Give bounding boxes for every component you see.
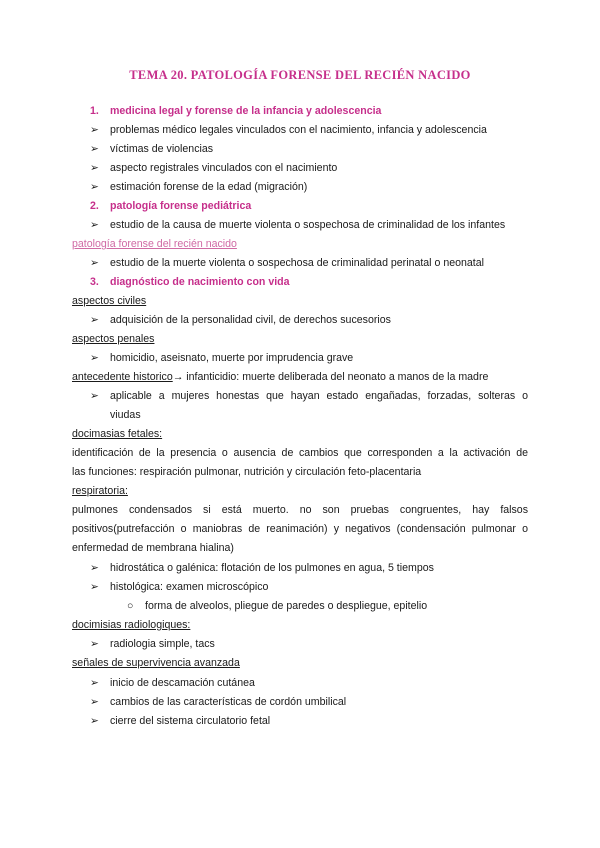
antecedente-label: antecedente historico xyxy=(72,371,173,383)
section-title: medicina legal y forense de la infancia y adolescencia xyxy=(110,105,382,117)
arrow-bullet-icon: ➢ xyxy=(90,638,99,650)
arrow-bullet-icon: ➢ xyxy=(90,257,99,269)
antecedente-line xyxy=(72,370,488,384)
arrow-bullet-icon: ➢ xyxy=(90,162,99,174)
respiratoria-line-1: pulmones condensados si está muerto. no son pruebas congruentes, hay falsos xyxy=(72,504,528,516)
arrow-bullet-icon: ➢ xyxy=(90,390,99,402)
respiratoria-label: respiratoria: xyxy=(72,485,128,497)
arrow-bullet-icon: ➢ xyxy=(90,181,99,193)
arrow-bullet-icon: ➢ xyxy=(90,677,99,689)
antecedente-item-line-2: viudas xyxy=(110,409,141,421)
aspectos-civiles-label: aspectos civiles xyxy=(72,295,147,307)
docimasias-line-1: identificación de la presencia o ausencia de cambios que corresponden a la activación de xyxy=(72,447,528,459)
section-title: patología forense pediátrica xyxy=(110,200,252,212)
docimasias-fetales-label: docimasias fetales: xyxy=(72,428,163,440)
circle-bullet-icon: ○ xyxy=(127,600,134,612)
section-number: 1. xyxy=(90,105,99,117)
section-number: 3. xyxy=(90,276,99,288)
respiratoria-line-3: enfermedad de membrana hialina) xyxy=(72,542,234,554)
arrow-bullet-icon: ➢ xyxy=(90,219,99,231)
docimasias-line-2: las funciones: respiración pulmonar, nutrición y circulación feto-placentaria xyxy=(72,466,422,478)
radiologiques-label: docimisias radiologiques: xyxy=(72,619,191,631)
arrow-bullet-icon: ➢ xyxy=(90,143,99,155)
antecedente-item-line-1: aplicable a mujeres honestas que hayan estado engañadas, forzadas, solteras o xyxy=(110,390,528,402)
section-number: 2. xyxy=(90,200,99,212)
antecedente-text: → infanticidio: muerte deliberada del neonato a manos de la madre xyxy=(172,371,489,383)
arrow-bullet-icon: ➢ xyxy=(90,696,99,708)
document-page: TEMA 20. PATOLOGÍA FORENSE DEL RECIÉN NACIDO 1. medicina legal y forense de la infancia y adolescencia ➢ problemas médico legales vinculados con el nacimiento, infancia y adolescencia ➢ víctimas de violencias ➢ aspecto registrales vinculados con el nacimiento ➢ estimación forense de la edad (migración) 2. patología forense pediátrica ➢ estudio de la causa de muerte violenta o sospechosa de criminalidad de los infantes patología forense del recién nacido ➢ estudio de la muerte violenta o sospechosa de criminalidad perinatal o neonatal 3. diagnóstico de nacimiento con vida aspectos civiles ➢ adquisición de la personalidad civil, de derechos sucesorios aspectos penales ➢ homicidio, aseisnato, muerte por imprudencia grave antecedente historico→ infanticidio: muerte deliberada del neonato a manos de la madre ➢ aplicable a mujeres honestas que hayan estado engañadas, forzadas, solteras o viudas docimasias fetales: identificación de la presencia o ausencia de cambios que corresponden a la activación de las funciones: respiración pulmonar, nutrición y circulación feto-placentaria respiratoria: pulmones condensados si está muerto. no son pruebas congruentes, hay falsos positivos(putrefacción o maniobras de reanimación) y negativos (condensación pulmonar o enfermedad de membrana hialina) ➢ hidrostática o galénica: flotación de los pulmones en agua, 5 tiempos ➢ histológica: examen microscópico ○ forma de alveolos, pliegue de paredes o despliegue, epitelio docimisias radiologiques: ➢ radiologia simple, tacs señales de supervivencia avanzada ➢ inicio de descamación cutánea ➢ cambios de las características de cordón umbilical ➢ cierre del sistema circulatorio fetal xyxy=(0,0,600,848)
subsection-heading: patología forense del recién nacido xyxy=(72,238,237,250)
arrow-bullet-icon: ➢ xyxy=(90,124,99,136)
arrow-bullet-icon: ➢ xyxy=(90,715,99,727)
supervivencia-label: señales de supervivencia avanzada xyxy=(72,657,240,669)
section-title: diagnóstico de nacimiento con vida xyxy=(110,276,290,288)
arrow-bullet-icon: ➢ xyxy=(90,562,99,574)
page-title: TEMA 20. PATOLOGÍA FORENSE DEL RECIÉN NACIDO xyxy=(129,68,471,82)
arrow-bullet-icon: ➢ xyxy=(90,352,99,364)
aspectos-penales-label: aspectos penales xyxy=(72,333,155,345)
arrow-bullet-icon: ➢ xyxy=(90,581,99,593)
respiratoria-line-2: positivos(putrefacción o maniobras de reanimación) y negativos (condensación pulmonar o xyxy=(72,523,528,535)
arrow-bullet-icon: ➢ xyxy=(90,314,99,326)
